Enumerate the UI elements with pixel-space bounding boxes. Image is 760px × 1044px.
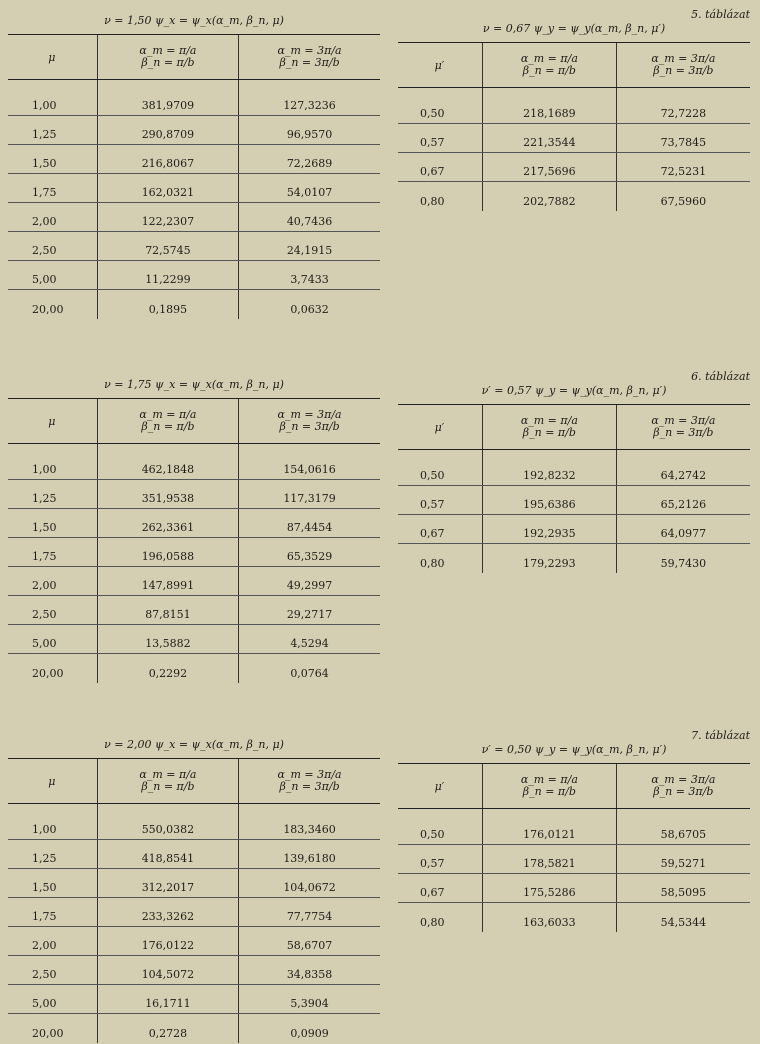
table-cell: 192,2935 xyxy=(482,515,616,544)
table-row xyxy=(8,203,380,232)
header-column-2: α_m = π/a β_n = π/b xyxy=(97,35,238,80)
table-cell: 72,7228 xyxy=(616,88,750,124)
table-row xyxy=(398,544,750,573)
data-table xyxy=(8,398,380,683)
table-cell: 96,9570 xyxy=(239,116,380,145)
header-column-2: α_m = π/a β_n = π/b xyxy=(482,764,616,809)
table-cell: 0,0632 xyxy=(239,290,380,319)
table-caption: ν = 0,67 ψ_y = ψ_y(α_m, β_n, μ′) xyxy=(482,22,666,35)
table-cell: 34,8358 xyxy=(239,956,380,985)
table-cell: 72,5231 xyxy=(616,153,750,182)
table-cell: 183,3460 xyxy=(239,804,380,840)
table-row xyxy=(8,567,380,596)
row-mu-value: 20,00 xyxy=(32,666,64,680)
table-cell: 179,2293 xyxy=(482,544,616,573)
table-cell: 40,7436 xyxy=(239,203,380,232)
row-mu-value: 0,67 xyxy=(398,515,482,544)
table-row xyxy=(8,509,380,538)
table-row xyxy=(398,515,750,544)
table-cell: 0,2728 xyxy=(97,1014,238,1043)
header-row xyxy=(398,43,750,88)
table-cell: 5,3904 xyxy=(239,985,380,1014)
table-cell: 462,1848 xyxy=(97,444,238,480)
header-row xyxy=(8,399,380,444)
table-row xyxy=(398,845,750,874)
table-row xyxy=(398,153,750,182)
table-cell: 65,3529 xyxy=(239,538,380,567)
table-cell: 0,0764 xyxy=(239,654,380,683)
table-cell: 3,7433 xyxy=(239,261,380,290)
table-cell: 233,3262 xyxy=(97,898,238,927)
table-cell: 64,0977 xyxy=(616,515,750,544)
table-cell: 192,8232 xyxy=(482,450,616,486)
row-mu-value: 1,75 xyxy=(8,898,97,927)
header-column-2: α_m = π/a β_n = π/b xyxy=(482,405,616,450)
table-cell: 178,5821 xyxy=(482,845,616,874)
table-cell: 218,1689 xyxy=(482,88,616,124)
table-cell: 4,5294 xyxy=(239,625,380,654)
table-row xyxy=(8,654,380,683)
table-row xyxy=(8,480,380,509)
data-table xyxy=(398,404,750,573)
row-mu-value: 1,00 xyxy=(8,80,97,116)
table-cell: 65,2126 xyxy=(616,486,750,515)
table-row xyxy=(398,874,750,903)
table-cell: 58,5095 xyxy=(616,874,750,903)
table-cell: 162,0321 xyxy=(97,174,238,203)
row-mu-value: 2,00 xyxy=(8,567,97,596)
row-mu-value: 5,00 xyxy=(8,261,97,290)
header-column-3: α_m = 3π/a β_n = 3π/b xyxy=(616,43,750,88)
header-row xyxy=(398,405,750,450)
row-mu-value: 1,25 xyxy=(8,480,97,509)
table-cell: 54,5344 xyxy=(616,903,750,932)
table-row xyxy=(8,538,380,567)
table-row xyxy=(8,1014,380,1043)
table-cell: 217,5696 xyxy=(482,153,616,182)
table-cell: 24,1915 xyxy=(239,232,380,261)
row-mu-value: 0,80 xyxy=(420,194,445,208)
data-table xyxy=(8,758,380,1043)
table-cell: 147,8991 xyxy=(97,567,238,596)
table-cell: 67,5960 xyxy=(616,182,750,211)
row-mu-value: 20,00 xyxy=(32,302,64,316)
table-cell: 139,6180 xyxy=(239,840,380,869)
row-mu-value: 2,00 xyxy=(8,927,97,956)
table-cell: 381,9709 xyxy=(97,80,238,116)
table-cell: 59,7430 xyxy=(616,544,750,573)
table-row xyxy=(8,898,380,927)
table-row xyxy=(8,232,380,261)
table-row xyxy=(398,124,750,153)
header-column-3: α_m = 3π/a β_n = 3π/b xyxy=(239,35,380,80)
table-cell: 290,8709 xyxy=(97,116,238,145)
row-mu-value: 2,00 xyxy=(8,203,97,232)
table-cell: 87,8151 xyxy=(97,596,238,625)
row-mu-value: 0,50 xyxy=(398,88,482,124)
row-mu-value: 1,50 xyxy=(8,869,97,898)
table-row xyxy=(8,625,380,654)
header-column-3: α_m = 3π/a β_n = 3π/b xyxy=(239,759,380,804)
table-cell: 221,3544 xyxy=(482,124,616,153)
row-mu-value: 1,50 xyxy=(8,509,97,538)
table-cell: 77,7754 xyxy=(239,898,380,927)
table-cell: 72,5745 xyxy=(97,232,238,261)
table-cell: 163,6033 xyxy=(482,903,616,932)
table-row xyxy=(8,804,380,840)
header-column-2: α_m = π/a β_n = π/b xyxy=(97,759,238,804)
row-mu-value: 1,00 xyxy=(8,804,97,840)
table-cell: 64,2742 xyxy=(616,450,750,486)
header-mu: μ xyxy=(8,35,97,80)
table-cell: 29,2717 xyxy=(239,596,380,625)
table-cell: 117,3179 xyxy=(239,480,380,509)
row-mu-value: 0,50 xyxy=(398,809,482,845)
table-row xyxy=(8,116,380,145)
data-table xyxy=(398,42,750,211)
table-cell: 196,0588 xyxy=(97,538,238,567)
header-mu: μ′ xyxy=(398,764,482,809)
table-caption: ν = 1,75 ψ_x = ψ_x(α_m, β_n, μ) xyxy=(104,378,284,391)
row-mu-value: 20,00 xyxy=(32,1026,64,1040)
header-row xyxy=(398,764,750,809)
row-mu-value: 0,80 xyxy=(420,915,445,929)
header-row xyxy=(8,759,380,804)
table-cell: 13,5882 xyxy=(97,625,238,654)
table-caption: ν′ = 0,50 ψ_y = ψ_y(α_m, β_n, μ′) xyxy=(481,743,667,756)
table-row xyxy=(8,174,380,203)
table-row xyxy=(398,903,750,932)
table-cell: 73,7845 xyxy=(616,124,750,153)
header-mu: μ′ xyxy=(398,43,482,88)
table-row xyxy=(8,927,380,956)
table-row xyxy=(398,486,750,515)
table-cell: 312,2017 xyxy=(97,869,238,898)
table-cell: 16,1711 xyxy=(97,985,238,1014)
row-mu-value: 1,75 xyxy=(8,538,97,567)
header-column-2: α_m = π/a β_n = π/b xyxy=(482,43,616,88)
header-mu: μ xyxy=(8,399,97,444)
table-row xyxy=(8,869,380,898)
table-caption: ν = 1,50 ψ_x = ψ_x(α_m, β_n, μ) xyxy=(104,14,284,27)
table-row xyxy=(8,145,380,174)
table-cell: 0,1895 xyxy=(97,290,238,319)
row-mu-value: 2,50 xyxy=(8,956,97,985)
table-row xyxy=(398,809,750,845)
table-number: 7. táblázat xyxy=(691,729,750,742)
table-cell: 202,7882 xyxy=(482,182,616,211)
table-row xyxy=(8,261,380,290)
table-cell: 351,9538 xyxy=(97,480,238,509)
row-mu-value: 2,50 xyxy=(8,596,97,625)
row-mu-value: 1,25 xyxy=(8,840,97,869)
table-cell: 216,8067 xyxy=(97,145,238,174)
header-mu: μ′ xyxy=(398,405,482,450)
table-cell: 49,2997 xyxy=(239,567,380,596)
table-row xyxy=(398,88,750,124)
table-row xyxy=(8,596,380,625)
row-mu-value: 0,57 xyxy=(398,845,482,874)
table-cell: 72,2689 xyxy=(239,145,380,174)
table-cell: 195,6386 xyxy=(482,486,616,515)
header-column-3: α_m = 3π/a β_n = 3π/b xyxy=(239,399,380,444)
row-mu-value: 0,67 xyxy=(398,153,482,182)
header-row xyxy=(8,35,380,80)
table-cell: 54,0107 xyxy=(239,174,380,203)
data-table xyxy=(8,34,380,319)
table-cell: 0,0909 xyxy=(239,1014,380,1043)
row-mu-value: 1,00 xyxy=(8,444,97,480)
table-number: 5. táblázat xyxy=(691,8,750,21)
table-number: 6. táblázat xyxy=(691,370,750,383)
row-mu-value: 0,57 xyxy=(398,486,482,515)
table-caption: ν′ = 0,57 ψ_y = ψ_y(α_m, β_n, μ′) xyxy=(481,384,667,397)
table-row xyxy=(8,956,380,985)
row-mu-value: 1,50 xyxy=(8,145,97,174)
table-cell: 154,0616 xyxy=(239,444,380,480)
table-cell: 104,0672 xyxy=(239,869,380,898)
table-cell: 262,3361 xyxy=(97,509,238,538)
header-column-3: α_m = 3π/a β_n = 3π/b xyxy=(616,764,750,809)
table-cell: 122,2307 xyxy=(97,203,238,232)
table-cell: 11,2299 xyxy=(97,261,238,290)
table-row xyxy=(398,450,750,486)
row-mu-value: 0,67 xyxy=(398,874,482,903)
row-mu-value: 5,00 xyxy=(8,985,97,1014)
header-column-3: α_m = 3π/a β_n = 3π/b xyxy=(616,405,750,450)
table-caption: ν = 2,00 ψ_x = ψ_x(α_m, β_n, μ) xyxy=(104,738,284,751)
row-mu-value: 0,57 xyxy=(398,124,482,153)
table-row xyxy=(8,444,380,480)
table-cell: 58,6707 xyxy=(239,927,380,956)
table-cell: 87,4454 xyxy=(239,509,380,538)
table-cell: 0,2292 xyxy=(97,654,238,683)
row-mu-value: 5,00 xyxy=(8,625,97,654)
row-mu-value: 0,80 xyxy=(420,556,445,570)
header-mu: μ xyxy=(8,759,97,804)
row-mu-value: 2,50 xyxy=(8,232,97,261)
row-mu-value: 1,75 xyxy=(8,174,97,203)
table-cell: 418,8541 xyxy=(97,840,238,869)
header-column-2: α_m = π/a β_n = π/b xyxy=(97,399,238,444)
table-cell: 176,0121 xyxy=(482,809,616,845)
table-cell: 175,5286 xyxy=(482,874,616,903)
row-mu-value: 1,25 xyxy=(8,116,97,145)
data-table xyxy=(398,763,750,932)
table-row xyxy=(8,840,380,869)
table-cell: 59,5271 xyxy=(616,845,750,874)
table-cell: 176,0122 xyxy=(97,927,238,956)
table-cell: 104,5072 xyxy=(97,956,238,985)
row-mu-value: 0,50 xyxy=(398,450,482,486)
table-cell: 58,6705 xyxy=(616,809,750,845)
table-row xyxy=(398,182,750,211)
table-row xyxy=(8,290,380,319)
table-row xyxy=(8,985,380,1014)
table-cell: 127,3236 xyxy=(239,80,380,116)
table-row xyxy=(8,80,380,116)
table-cell: 550,0382 xyxy=(97,804,238,840)
